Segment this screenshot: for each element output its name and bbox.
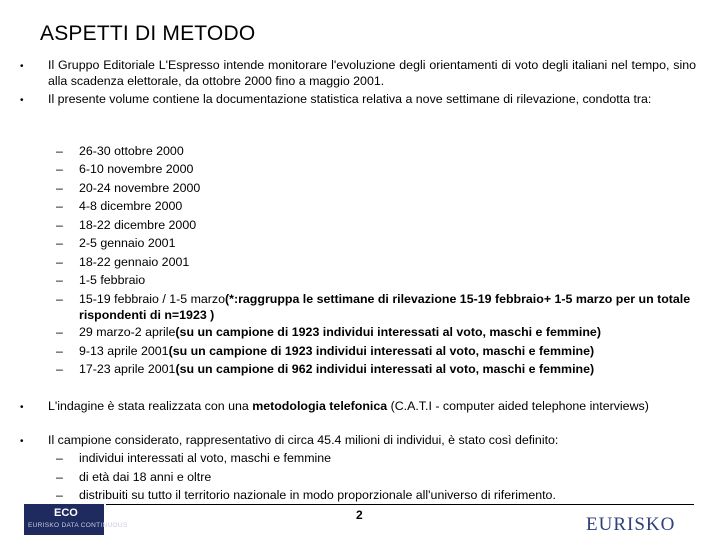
week-dates: 6-10 novembre 2000 — [79, 162, 194, 176]
week-item — [0, 343, 719, 359]
week-dates: 18-22 dicembre 2000 — [79, 218, 197, 232]
bullet-text: Il presente volume contiene la documentazione statistica relativa a nove settimane di rilevazione, condotta tra: — [48, 92, 652, 106]
week-item-text — [79, 143, 699, 159]
week-dates: 20-24 novembre 2000 — [79, 181, 201, 195]
methodology-post: (C.A.T.I - computer aided telephone interviews) — [387, 399, 649, 413]
week-dates: 18-22 gennaio 2001 — [79, 255, 190, 269]
week-item-text — [79, 291, 699, 323]
week-dates: 17-23 aprile 2001 — [79, 362, 176, 376]
week-item-text — [79, 272, 699, 288]
page-title: ASPETTI DI METODO — [40, 22, 256, 45]
dash-marker: – — [56, 292, 63, 306]
bullet-marker: • — [20, 61, 24, 72]
eurisko-logo: EURISKO — [586, 514, 676, 535]
week-item-text — [79, 180, 699, 196]
dash-marker: – — [56, 162, 63, 176]
week-dates: 9-13 aprile 2001 — [79, 344, 169, 358]
dash-marker: – — [56, 181, 63, 195]
week-item-text — [79, 343, 699, 359]
week-dates: 29 marzo-2 aprile — [79, 325, 176, 339]
week-dates: 26-30 ottobre 2000 — [79, 144, 184, 158]
week-item — [0, 254, 719, 270]
week-item-text — [79, 254, 699, 270]
dash-marker: – — [56, 470, 63, 484]
page-number: 2 — [356, 508, 363, 522]
bullet-marker: • — [20, 95, 24, 106]
week-note: (su un campione di 1923 individui interessati al voto, maschi e femmine) — [175, 325, 601, 339]
week-item-text — [79, 198, 699, 214]
week-item — [0, 198, 719, 214]
week-item — [0, 324, 719, 340]
dash-marker: – — [56, 218, 63, 232]
sample-item-text: individui interessati al voto, maschi e femmine — [79, 451, 332, 465]
bullet-text — [48, 398, 696, 414]
week-item — [0, 291, 719, 323]
eco-logo — [24, 504, 128, 535]
methodology-bold: metodologia telefonica — [252, 399, 388, 413]
week-item — [0, 180, 719, 196]
week-item-text — [79, 324, 699, 340]
sample-item-text: di età dai 18 anni e oltre — [79, 470, 212, 484]
week-item — [0, 235, 719, 251]
dash-marker: – — [56, 236, 63, 250]
dash-marker: – — [56, 325, 63, 339]
dash-marker: – — [56, 488, 63, 502]
sample-item — [0, 487, 719, 503]
week-dates: 15-19 febbraio / 1-5 marzo — [79, 292, 226, 306]
bullet-text: Il Gruppo Editoriale L'Espresso intende monitorare l'evoluzione degli orientamenti di voto degli italiani nel tempo, sino alla scadenza elettorale, da ottobre 2000 fino a maggio 2001. — [48, 58, 696, 88]
week-note: (su un campione di 1923 individui interessati al voto, maschi e femmine) — [168, 344, 595, 358]
week-note: (*:raggruppa le settimane di rilevazione 15-19 febbraio+ 1-5 marzo per un totale rispondenti di n=1923 ) — [79, 292, 691, 322]
footer-divider — [106, 504, 694, 505]
week-dates: 2-5 gennaio 2001 — [79, 236, 176, 250]
week-item-text — [79, 161, 699, 177]
dash-marker: – — [56, 362, 63, 376]
bullet-marker: • — [20, 402, 24, 413]
sample-item — [0, 469, 719, 485]
week-item — [0, 161, 719, 177]
week-item-text — [79, 235, 699, 251]
week-dates: 4-8 dicembre 2000 — [79, 199, 183, 213]
dash-marker: – — [56, 451, 63, 465]
sample-item — [0, 450, 719, 466]
week-dates: 1-5 febbraio — [79, 273, 146, 287]
week-item-text — [79, 217, 699, 233]
dash-marker: – — [56, 344, 63, 358]
bullet-text: Il campione considerato, rappresentativo di circa 45.4 milioni di individui, è stato così definito: — [48, 433, 559, 447]
week-item — [0, 361, 719, 377]
methodology-pre: L'indagine è stata realizzata con una — [48, 399, 253, 413]
week-item — [0, 217, 719, 233]
dash-marker: – — [56, 273, 63, 287]
eco-logo-subtext: EURISKO DATA CONTINUOUS — [28, 522, 128, 529]
week-item — [0, 143, 719, 159]
week-note: (su un campione di 962 individui interessati al voto, maschi e femmine) — [175, 362, 595, 376]
dash-marker: – — [56, 199, 63, 213]
dash-marker: – — [56, 255, 63, 269]
week-item-text — [79, 361, 699, 377]
week-item — [0, 272, 719, 288]
dash-marker: – — [56, 144, 63, 158]
bullet-marker: • — [20, 436, 24, 447]
eco-logo-text: ECO — [54, 507, 78, 519]
sample-item-text: distribuiti su tutto il territorio nazionale in modo proporzionale all'universo di riferimento. — [79, 488, 556, 502]
